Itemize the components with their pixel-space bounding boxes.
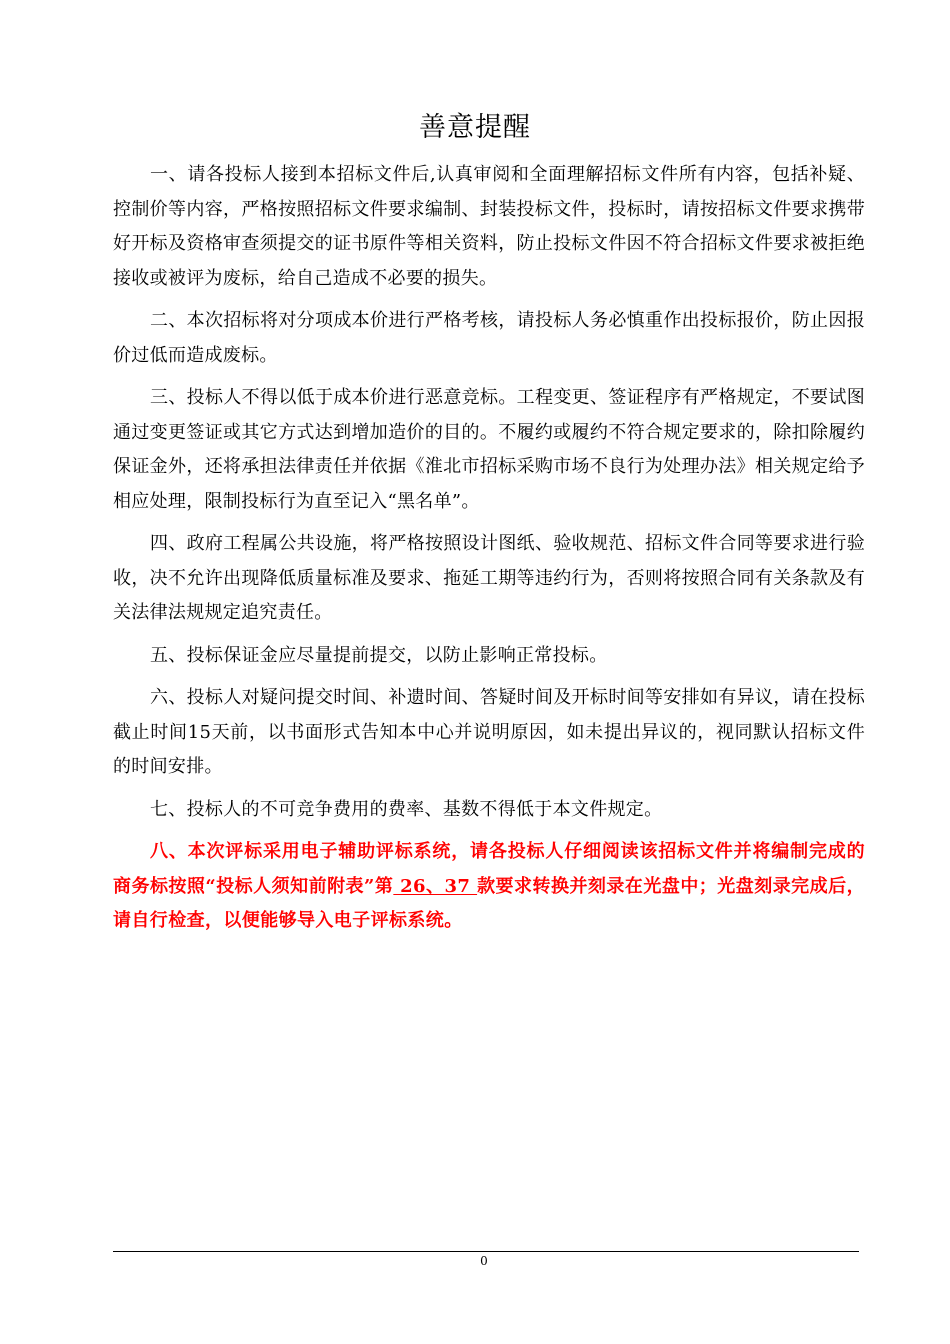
- footer-divider: [113, 1251, 859, 1252]
- highlight-text-before: 八、本次评标采用电子辅助评标系统，请各投标人仔细阅读该招标文件并将编制完成的商务标按照“投标人须知前附表”第: [113, 841, 865, 897]
- paragraph-7: 七、投标人的不可竞争费用的费率、基数不得低于本文件规定。: [150, 798, 663, 820]
- paragraph-1: 一、请各投标人接到本招标文件后,认真审阅和全面理解招标文件所有内容，包括补疑、控制价等内容，严格按照招标文件要求编制、封装投标文件，投标时，请按招标文件要求携带好开标及资格审查须提交的证书原件等相关资料，防止投标文件因不符合招标文件要求被拒绝接收或被评为废标，给自己造成不必要的损失。: [113, 164, 865, 289]
- paragraph-6: 六、投标人对疑问提交时间、补遗时间、答疑时间及开标时间等安排如有异议，请在投标截止时间15天前，以书面形式告知本中心并说明原因，如未提出异议的，视同默认招标文件的时间安排。: [113, 687, 865, 777]
- paragraph-4: 四、政府工程属公共设施，将严格按照设计图纸、验收规范、招标文件合同等要求进行验收，决不允许出现降低质量标准及要求、拖延工期等违约行为，否则将按照合同有关条款及有关法律法规规定追究责任。: [113, 533, 865, 623]
- paragraph-3: 三、投标人不得以低于成本价进行恶意竞标。工程变更、签证程序有严格规定，不要试图通过变更签证或其它方式达到增加造价的目的。不履约或履约不符合规定要求的，除扣除履约保证金外，还将承担法律责任并依据《淮北市招标采购市场不良行为处理办法》相关规定给予相应处理，限制投标行为直至记入“黑名单”。: [113, 387, 865, 512]
- page-number: 0: [480, 1254, 488, 1268]
- page-title: 善意提醒: [419, 112, 531, 143]
- paragraph-8-highlight: [113, 835, 865, 939]
- paragraph-5: 五、投标保证金应尽量提前提交，以防止影响正常投标。: [150, 644, 608, 666]
- highlight-text-after: 款要求转换并刻录在光盘中；光盘刻录完成后，请自行检查，以便能够导入电子评标系统。: [113, 875, 865, 931]
- reminder-body: [113, 158, 865, 939]
- clause-numbers-underlined: 26、37: [393, 875, 478, 897]
- paragraph-2: 二、本次招标将对分项成本价进行严格考核，请投标人务必慎重作出投标报价，防止因报价过低而造成废标。: [113, 310, 865, 366]
